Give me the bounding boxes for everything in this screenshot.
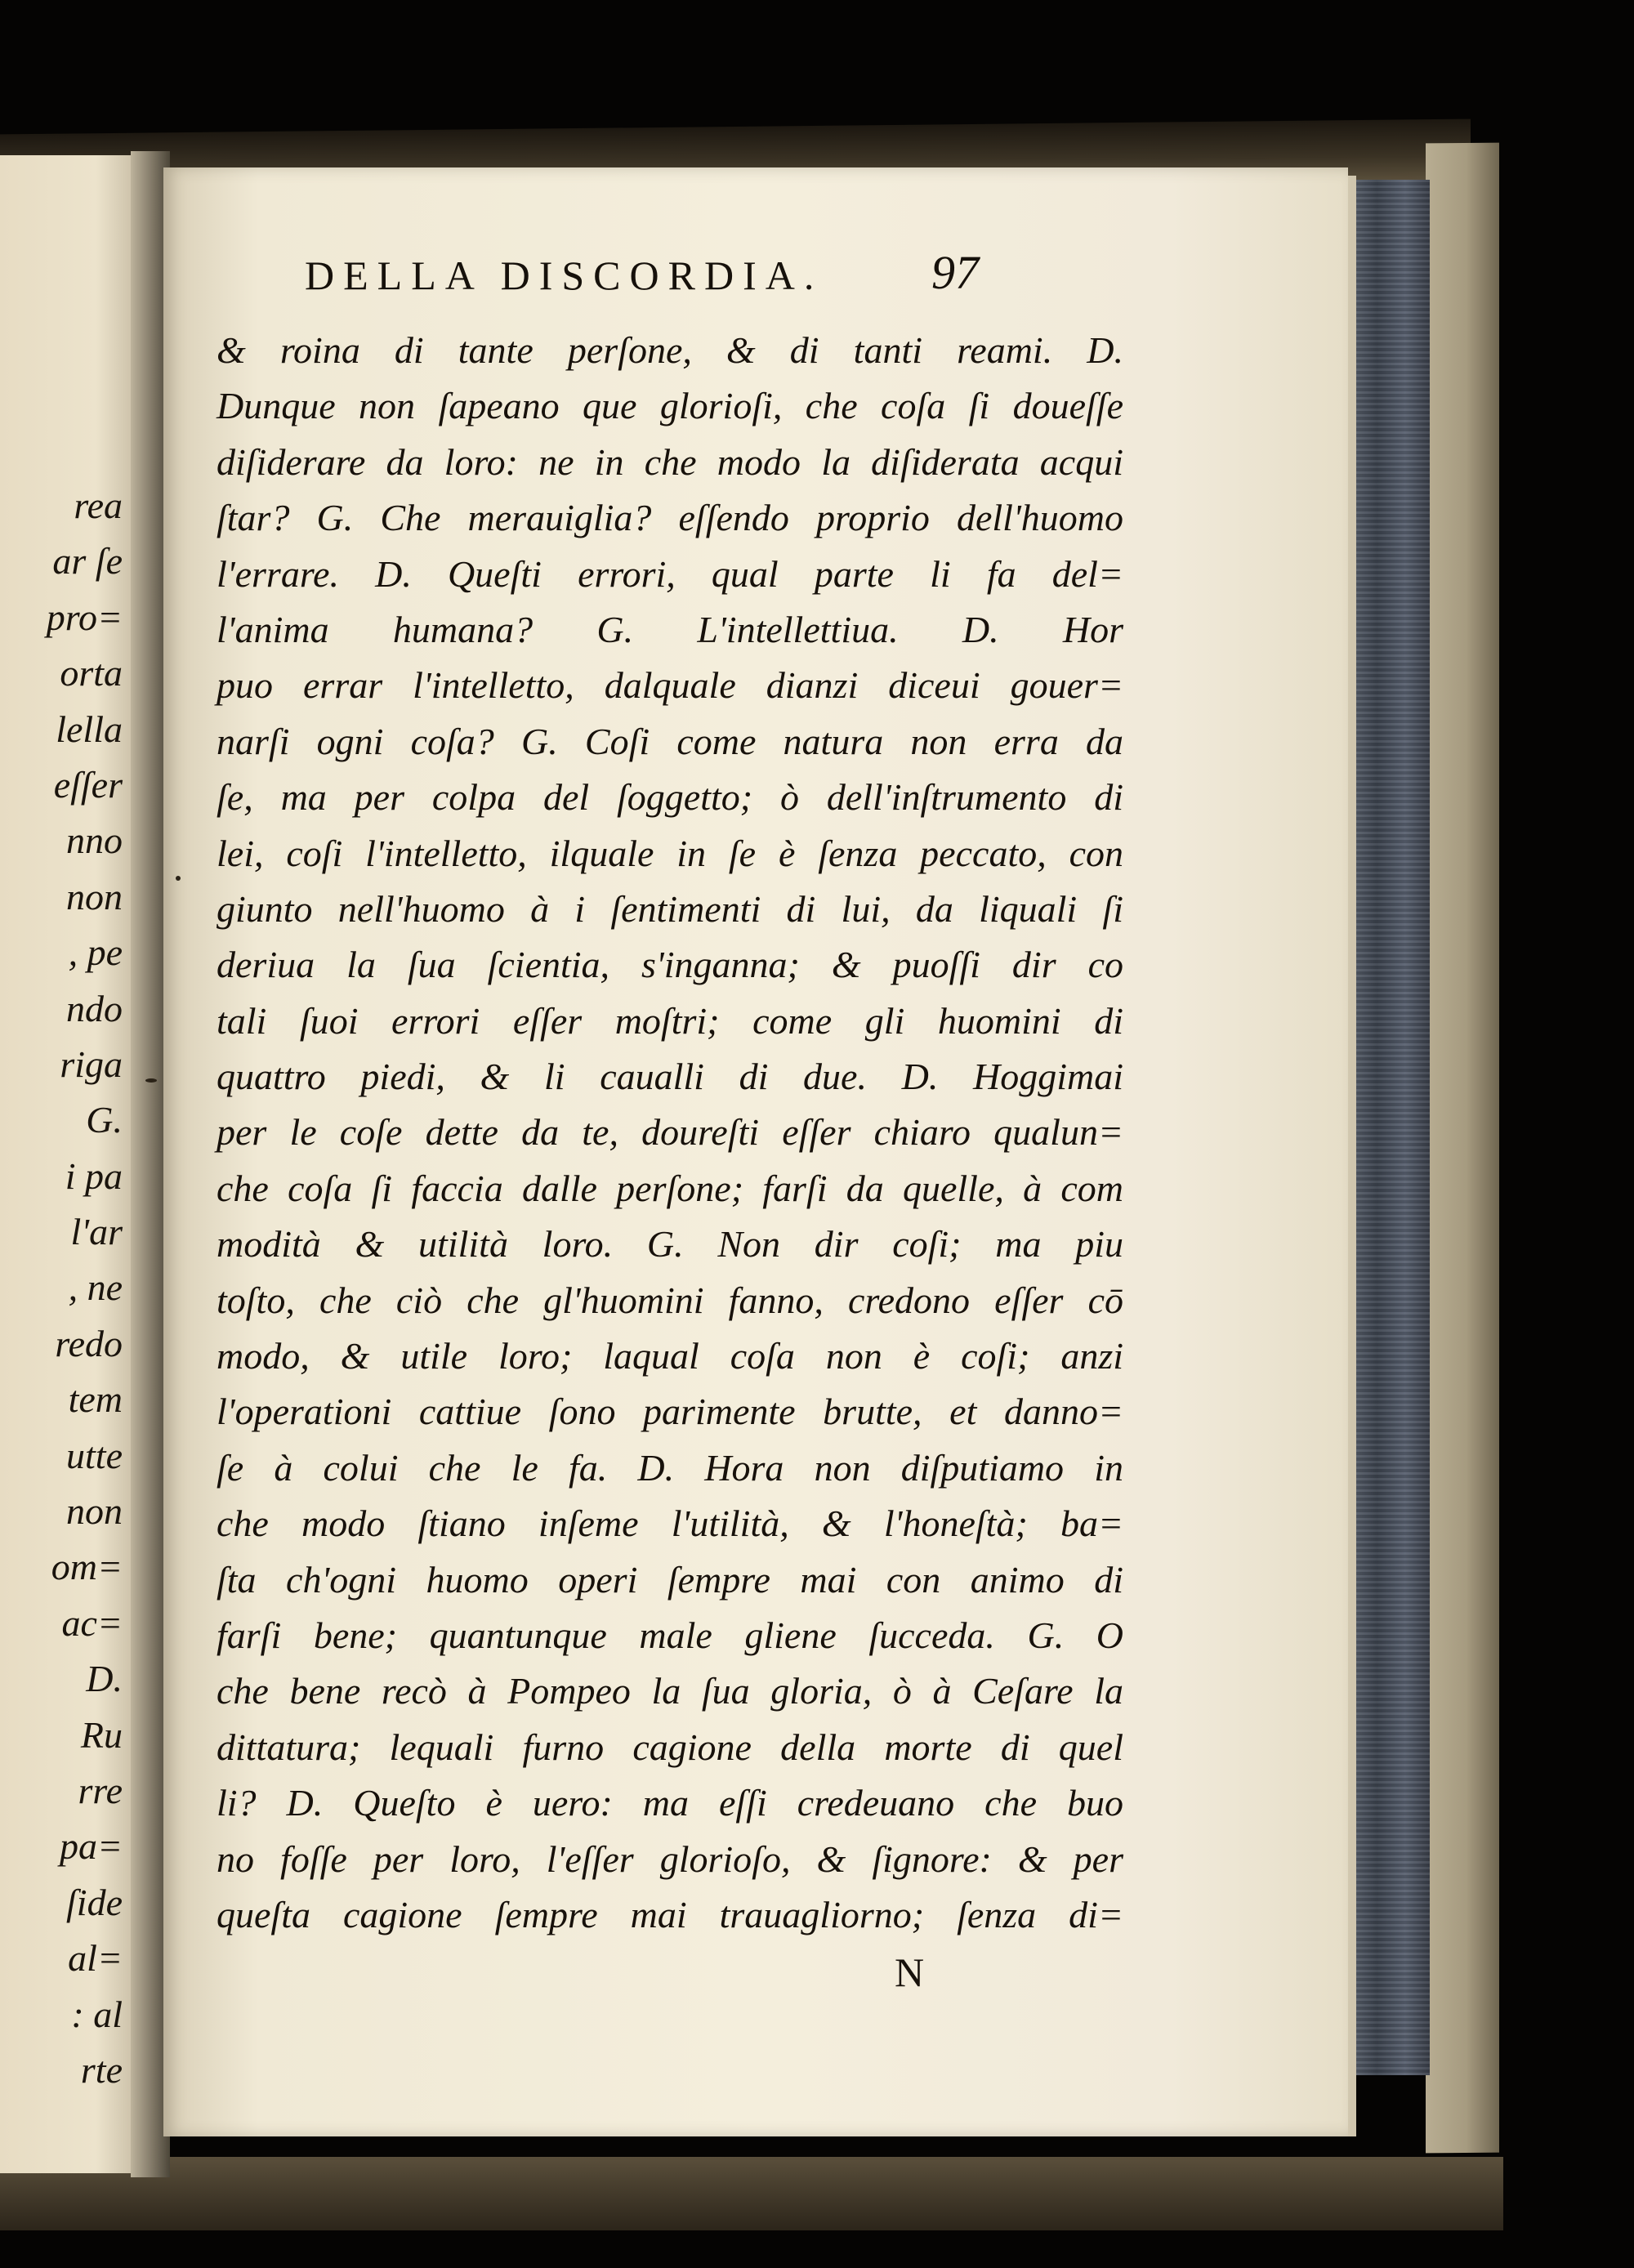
left-page-line-fragment: : al	[71, 1993, 123, 2035]
left-page-line-fragment: pa=	[59, 1825, 123, 1868]
text-line: Dunque non ſapeano que glorioſi, che coſa ſi doueſſe	[217, 385, 1123, 427]
left-page-line-fragment: orta	[60, 652, 123, 694]
text-line: giunto nell'huomo à i ſentimenti di lui, da liquali ſi	[217, 887, 1123, 930]
text-line: modità & utilità loro. G. Non dir coſi; ma piu	[217, 1223, 1123, 1266]
text-line: puo errar l'intelletto, dalquale dianzi diceui gouer=	[217, 664, 1123, 707]
text-line: quattro piedi, & li caualli di due. D. Hoggimai	[217, 1056, 1123, 1098]
left-page-line-fragment: ac=	[61, 1601, 123, 1644]
text-line: ſe, ma per colpa del ſoggetto; ò dell'inſtrumento di	[217, 776, 1123, 819]
left-page-line-fragment: non	[66, 875, 123, 917]
text-line: no foſſe per loro, l'eſſer glorioſo, & ſignore: & per	[217, 1837, 1123, 1880]
left-page-line-fragment: , pe	[68, 931, 123, 974]
text-line: dittatura; lequali furno cagione della morte di quel	[217, 1726, 1123, 1768]
text-line: per le coſe dette da te, doureſti eſſer chiaro qualun=	[217, 1111, 1123, 1154]
left-page-line-fragment: non	[66, 1490, 123, 1533]
left-page-line-fragment: tem	[68, 1378, 123, 1421]
text-line: che bene recò à Pompeo la ſua gloria, ò à Ceſare la	[217, 1670, 1123, 1712]
text-line: diſiderare da loro: ne in che modo la diſiderata acqui	[217, 440, 1123, 483]
left-page-line-fragment: i pa	[65, 1154, 123, 1197]
text-line: modo, & utile loro; laqual coſa non è coſi; anzi	[217, 1335, 1123, 1377]
text-line: tali ſuoi errori eſſer moſtri; come gli huomini di	[217, 999, 1123, 1042]
left-page-line-fragment: rre	[78, 1769, 123, 1811]
text-line: toſto, che ciò che gl'huomini fanno, credono eſſer cō	[217, 1279, 1123, 1321]
text-line: che modo ſtiano inſeme l'utilità, & l'honeſtà; ba=	[217, 1502, 1123, 1545]
left-page-text-fragments	[0, 478, 123, 2098]
left-page-line-fragment: eſſer	[53, 763, 123, 806]
left-page-line-fragment: riga	[60, 1042, 123, 1085]
left-page-line-fragment: G.	[86, 1099, 123, 1141]
text-line: farſi bene; quantunque male gliene ſucceda. G. O	[217, 1614, 1123, 1656]
left-page-line-fragment: nno	[66, 819, 123, 862]
ink-speck	[145, 1078, 157, 1083]
left-page-line-fragment: om=	[51, 1546, 123, 1588]
left-page-line-fragment: Ru	[80, 1713, 123, 1756]
text-line: l'operationi cattiue ſono parimente brutte, et danno=	[217, 1391, 1123, 1433]
left-page-line-fragment: rte	[80, 2048, 123, 2091]
page-number: 97	[931, 246, 979, 299]
left-page-line-fragment: al=	[68, 1937, 123, 1980]
left-page-line-fragment: utte	[66, 1434, 123, 1476]
signature-mark: N	[895, 1949, 925, 1995]
left-page-line-fragment: lella	[56, 708, 123, 750]
text-line: l'anima humana? G. L'intellettiua. D. Hor	[217, 608, 1123, 650]
book-cover-bottom-edge	[0, 2157, 1503, 2230]
text-line: ſtar? G. Che merauiglia? eſſendo proprio dell'huomo	[217, 497, 1123, 539]
left-page-line-fragment: D.	[86, 1658, 123, 1700]
running-head-title: DELLA DISCORDIA.	[305, 252, 824, 298]
left-page-line-fragment: rea	[74, 484, 123, 526]
page-fore-edge	[1348, 180, 1430, 2075]
text-line: che coſa ſi faccia dalle perſone; farſi da quelle, à com	[217, 1167, 1123, 1209]
left-page-line-fragment: , ne	[68, 1266, 123, 1309]
left-page-line-fragment: ſide	[66, 1881, 123, 1923]
page-body-text	[217, 323, 1123, 1943]
running-header	[266, 245, 1034, 302]
left-page-line-fragment: ar ſe	[52, 540, 123, 583]
left-page-line-fragment: pro=	[46, 596, 123, 638]
text-line: l'errare. D. Queſti errori, qual parte li fa del=	[217, 552, 1123, 595]
text-line: ſe à colui che le fa. D. Hora non diſputiamo in	[217, 1446, 1123, 1489]
text-line: narſi ogni coſa? G. Coſi come natura non erra da	[217, 720, 1123, 762]
left-page	[0, 155, 137, 2173]
text-line: li? D. Queſto è uero: ma eſſi credeuano che buo	[217, 1782, 1123, 1824]
left-page-line-fragment: ndo	[66, 987, 123, 1029]
text-line: deriua la ſua ſcientia, s'inganna; & puoſſi dir co	[217, 944, 1123, 986]
ink-speck	[176, 876, 181, 881]
book-cover-right-edge	[1426, 143, 1499, 2154]
text-line: & roina di tante perſone, & di tanti reami. D.	[217, 329, 1123, 371]
left-page-line-fragment: redo	[55, 1322, 123, 1364]
left-page-line-fragment: l'ar	[70, 1211, 123, 1253]
text-line: lei, coſi l'intelletto, ilquale in ſe è ſenza peccato, con	[217, 832, 1123, 874]
text-line: queſta cagione ſempre mai trauagliorno; ſenza di=	[217, 1893, 1123, 1935]
text-line: ſta ch'ogni huomo operi ſempre mai con animo di	[217, 1558, 1123, 1601]
